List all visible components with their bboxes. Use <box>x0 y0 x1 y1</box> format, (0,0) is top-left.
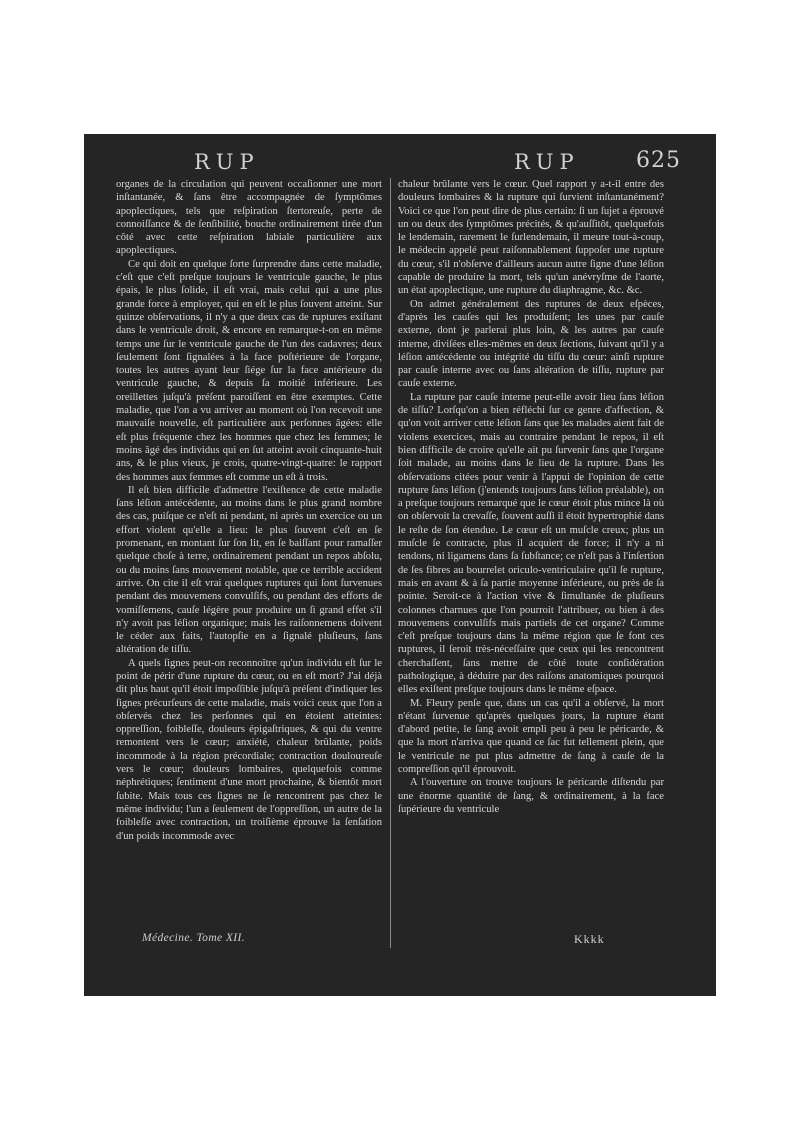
left-running-head: RUP <box>194 150 260 174</box>
paragraph: chaleur brûlante vers le cœur. Quel rapport y a-t-il entre des douleurs lombaires & la rupture qui ſurvient inſtantanément? Voici ce que l'on peut dire de plus certain: ſi un ſujet a éprouvé un ou deux des ſymptômes précités, & qu'auſſitôt, quelquefois le lendemain, rarement le ſurlendemain, il meure tout-à-coup, le médecin appelé peut raiſonnablement ſuppoſer une rupture du cœur, s'il n'obſerve d'ailleurs aucun autre ſigne d'une léſion capable de produire la mort, tels qu'un anévryſme de l'aorte, un état apoplectique, une rupture du diaphragme, &c. &c. <box>398 179 664 297</box>
paragraph: A l'ouverture on trouve toujours le péricarde diſtendu par une énorme quantité de ſang, & ordinairement, à la face ſupérieure du ventricule <box>398 777 664 815</box>
paragraph: A quels ſignes peut-on reconnoître qu'un individu eſt ſur le point de périr d'une rupture du cœur, ou en eſt mort? J'ai déjà dit plus haut qu'il étoit impoſſible juſqu'à préſent d'indiquer les ſignes précurſeurs de cette maladie, mais voici ceux que l'on a obſervés chez les perſonnes qui en étoient atteintes: oppreſſion, foibleſſe, douleurs épigaſtriques, & qui du ventre remontent vers le cœur; anxiété, chaleur brûlante, poids incommode à la région précordiale; contraction douloureuſe vers le cœur; douleurs lombaires, quelquefois comme néphrétiques; ſentiment d'une mort prochaine, & bientôt mort ſubite. Mais tous ces ſignes ne ſe rencontrent pas chez le même individu; l'un a ſeulement de l'oppreſſion, un autre de la foibleſſe avec contraction, un troiſième éprouve la ſenſation d'un poids incommode avec <box>116 657 382 842</box>
signature-mark: Kkkk <box>574 932 605 946</box>
right-column <box>398 178 664 948</box>
scanned-page <box>84 134 716 996</box>
paragraph: organes de la circulation qui peuvent occaſionner une mort inſtantanée, & ſans être accompagnée de ſymptômes apoplectiques, tels que reſpiration ſtertoreuſe, perte de connoiſſance & de ſenſibilité, bouche ordinairement tirée d'un côté avec cette reſpiration labiale particulière aux apoplectiques. <box>116 179 382 257</box>
volume-footer: Médecine. Tome XII. <box>142 932 245 944</box>
paragraph: On admet généralement des ruptures de deux eſpèces, d'après les cauſes qui les produiſent; les unes par cauſe externe, dont je parlerai plus loin, & les autres par cauſe interne, diviſées elles-mêmes en deux ſections, ſuivant qu'il y a léſion antécédente ou intégrité du tiſſu du cœur: ainſi rupture par cauſe interne avec ou ſans altération de tiſſu, rupture par cauſe externe. <box>398 298 664 390</box>
running-header <box>84 150 716 178</box>
paragraph: La rupture par cauſe interne peut-elle avoir lieu ſans léſion de tiſſu? Lorſqu'on a bien réfléchi ſur ce genre d'affection, & qu'on voit arriver cette léſion ſans que les malades aient fait de violens exercices, mais au contraire pendant le repos, il eſt bien difficile de croire qu'elle ait pu ſurvenir ſans que l'organe ſoit malade, au moins dans le lieu de la rupture. Dans les obſervations citées pour venir à l'appui de l'opinion de cette rupture ſans léſion (j'entends toujours ſans léſion préalable), on a preſque toujours remarqué que le cœur étoit plus mince là où on obſervoit la crevaſſe, ſouvent auſſi il étoit hypertrophié dans le reſte de ſon étendue. Le cœur eſt un muſcle creux; plus un muſcle ſe contracte, plus il acquiert de force; il n'y a ni tendons, ni ligamens dans ſa ſubſtance; ce n'eſt pas à l'inſertion de ſes fibres au bourrelet oriculo-ventriculaire qu'il ſe rupture, mais en avant & à ſa partie moyenne inférieure, ou près de ſa pointe. Seroit-ce à l'action vive & ſimultanée de pluſieurs colonnes charnues que l'on pourroit l'attribuer, ou bien à des mouvemens convulſifs mais partiels de cet organe? Comme c'eſt preſque toujours dans la même région que ſe font ces ruptures, il ſeroit très-néceſſaire que ceux qui les rencontrent cherchaſſent, ſans mettre de côté toute conſidération pathologique, à déduire par des raiſons anatomiques pourquoi elles exiſtent preſque toujours dans le même eſpace. <box>398 391 664 696</box>
paragraph: Il eſt bien difficile d'admettre l'exiſtence de cette maladie ſans léſion antécédente, au moins dans le plus grand nombre des cas, puiſque ce n'eſt ni pendant, ni après un exercice ou un effort violent qu'elle a lieu: le plus ſouvent c'eſt en ſe promenant, en montant ſur ſon lit, en ſe baiſſant pour ramaſſer quelque choſe à terre, ordinairement pendant un repos abſolu, ou du moins ſans mouvement notable, que ce terrible accident arrive. On cite il eſt vrai quelques ruptures qui ſont ſurvenues pendant des mouvemens convulſifs, ou pendant des efforts de vomiſſemens, cauſe légère pour produire un ſi grand effet s'il n'y avoit pas léſion organique; mais les raiſonnemens doivent le céder aux faits, l'autopſie en a ſignalé pluſieurs, ſans altération de tiſſu. <box>116 484 382 656</box>
paragraph: Ce qui doit en quelque ſorte ſurprendre dans cette maladie, c'eſt que c'eſt preſque toujours le ventricule gauche, le plus épais, le plus ſolide, il eſt vrai, mais celui qui a une plus grande force à employer, qui en eſt le plus ſouvent atteint. Sur quinze obſervations, il n'y a que deux cas de ruptures exiſtant dans le ventricule droit, & encore en remarque-t-on en même temps une ſur le ventricule gauche de l'un des cadavres; deux ſeulement ſont ſignalées à la face poſtérieure de l'organe, toutes les autres ayant leur ſiége ſur la face antérieure du ventricule gauche, & depuis ſa moitié inférieure. Les oreillettes juſqu'à préſent paroiſſent en être exemptes. Cette maladie, que l'on a vu arriver au moment où l'on recevoit une mauvaiſe nouvelle, eſt particulière aux perſonnes âgées: elle eſt plus fréquente chez les hommes que chez les femmes; le moins âgé des individus qui en ſut atteint avoit cinquante-huit ans, & le plus vieux, je crois, quatre-vingt-quatre: le rapport des hommes aux femmes eſt comme un eſt à trois. <box>116 258 382 483</box>
paragraph: M. Fleury penſe que, dans un cas qu'il a obſervé, la mort n'étant ſurvenue qu'après quelques jours, la rupture étant d'abord petite, le ſang avoit empli peu à peu le péricarde, & que la mort n'arriva que quand ce ſac fut tellement plein, que le ventricule ne put plus admettre de ſang à cauſe de la compreſſion qu'il éprouvoit. <box>398 697 664 776</box>
page-number: 625 <box>636 148 681 173</box>
left-column <box>116 178 382 948</box>
right-running-head: RUP <box>514 150 580 174</box>
column-divider <box>390 178 391 948</box>
